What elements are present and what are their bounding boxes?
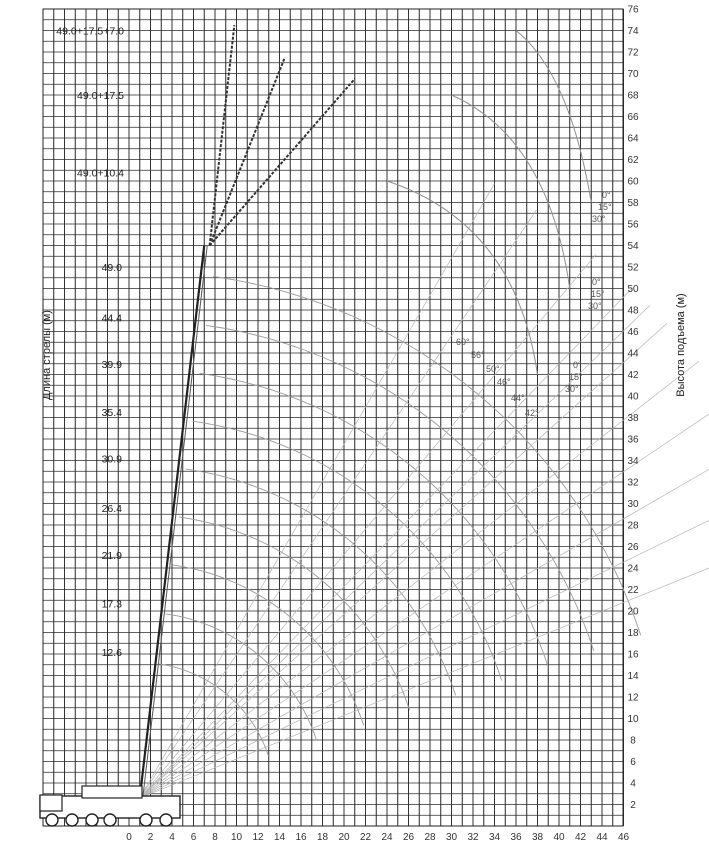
y-tick-label: 22 [627,585,639,596]
y-tick-label: 70 [627,69,639,80]
y-tick-label: 66 [627,112,639,123]
x-axis-tick-labels [126,832,629,843]
superstructure [82,786,142,798]
y-tick-label: 42 [627,370,639,381]
y-tick-label: 40 [627,391,639,403]
y-tick-label: 10 [627,714,639,725]
x-tick-label: 10 [230,832,243,843]
boom-length-label: 26.4 [101,502,122,515]
y-axis-tick-labels [627,5,639,812]
x-tick-label: 12 [252,832,264,843]
x-tick-label: 0 [126,832,132,843]
y-tick-label: 68 [627,90,639,102]
jib-angle-label: 15° [569,372,583,382]
y-tick-label: 56 [627,219,639,231]
y-tick-label: 30 [627,499,639,510]
x-tick-label: 16 [295,832,307,843]
y-tick-label: 58 [627,198,639,209]
x-tick-label: 14 [273,832,286,843]
x-tick-label: 36 [510,832,522,843]
boom-length-label: 35.4 [101,407,122,420]
x-tick-label: 20 [338,832,350,843]
boom-length-label: 30.9 [101,453,122,466]
boom-length-label: 12.6 [101,646,122,659]
boom-length-label: 44.4 [101,312,122,325]
boom-edge [143,246,208,799]
x-tick-label: 24 [381,832,393,843]
y-tick-label: 32 [627,477,639,489]
x-tick-label: 44 [596,832,608,843]
boom-length-label: 21.9 [101,550,122,563]
y-tick-label: 14 [627,671,639,682]
x-tick-label: 6 [190,832,197,843]
boom-length-label: 49.0 [101,262,122,274]
x-tick-label: 46 [617,832,630,843]
y-axis-title-left: Длина стрелы (м) [41,310,53,400]
x-tick-label: 34 [488,832,501,843]
y-tick-label: 72 [627,47,639,59]
x-tick-label: 8 [212,832,218,843]
jib-angle-label: 15° [598,202,612,212]
x-tick-label: 22 [359,832,372,843]
jib-angle-label: 0° [602,190,611,200]
boom-length-label: 39.9 [101,358,122,371]
x-tick-label: 26 [402,832,415,843]
angle-line [140,210,537,798]
jib-angle-label: 0° [592,277,601,287]
y-axis-title-right: Высота подъема (м) [675,293,687,397]
boom-angle-label: 42° [525,408,539,418]
y-tick-label: 50 [627,284,639,295]
y-tick-label: 28 [627,520,639,532]
wheel [86,814,98,826]
wheel [160,814,172,826]
y-tick-label: 24 [627,563,639,575]
y-tick-label: 52 [627,262,639,274]
x-tick-label: 38 [531,832,544,843]
boom-angle-label: 56° [471,350,485,360]
y-tick-label: 8 [630,735,636,747]
boom-angle-label: 60° [456,337,470,347]
boom-angle-label: 50° [486,364,500,374]
y-tick-label: 4 [630,778,636,790]
y-tick-label: 12 [627,692,639,704]
x-tick-label: 18 [316,832,329,843]
y-tick-label: 74 [627,26,639,37]
y-tick-label: 60 [627,176,639,188]
y-tick-label: 26 [627,542,639,553]
y-tick-label: 38 [627,413,639,424]
y-tick-label: 44 [627,348,639,360]
x-tick-label: 40 [553,832,565,843]
jib-angle-label: 30° [588,301,602,311]
boom-length-label: 17.3 [101,598,122,611]
y-tick-label: 34 [627,456,639,467]
angle-line [140,323,667,798]
y-tick-label: 54 [627,241,639,252]
x-tick-label: 30 [445,832,458,843]
boom-angle-label: 46° [497,377,511,387]
wheel [140,814,152,826]
x-tick-label: 32 [467,832,479,843]
wheel [46,814,58,826]
angle-line [140,255,596,799]
wheel [104,814,116,826]
crane-drawing [40,25,355,826]
jib [210,25,235,245]
jib-angle-label: 30° [565,384,579,394]
y-tick-label: 6 [630,757,636,768]
x-tick-label: 4 [169,832,175,843]
y-tick-label: 46 [627,327,639,338]
y-tick-label: 64 [627,133,639,145]
y-tick-label: 62 [627,155,639,166]
jib-angle-label: 30° [592,214,606,224]
y-tick-label: 18 [627,628,639,639]
boom-angle-label: 44° [511,393,525,403]
y-tick-label: 76 [627,4,639,16]
jib-angle-label: 0° [573,360,582,370]
jib-config-label: 49.0+10.4 [76,167,124,180]
x-tick-label: 42 [574,832,587,843]
jib-config-label: 49.0+17.5+7.0 [56,25,124,38]
x-tick-label: 28 [424,832,436,843]
wheel [66,814,78,826]
angle-line [140,184,495,798]
jib-config-label: 49.0+17.5 [76,90,124,102]
y-tick-label: 16 [627,649,639,661]
x-tick-label: 2 [147,832,154,843]
y-tick-label: 2 [630,800,636,811]
jib-angle-label: 15° [591,289,605,299]
y-tick-label: 48 [627,305,639,317]
y-tick-label: 36 [627,434,639,446]
cab [40,795,62,811]
y-tick-label: 20 [627,606,639,618]
